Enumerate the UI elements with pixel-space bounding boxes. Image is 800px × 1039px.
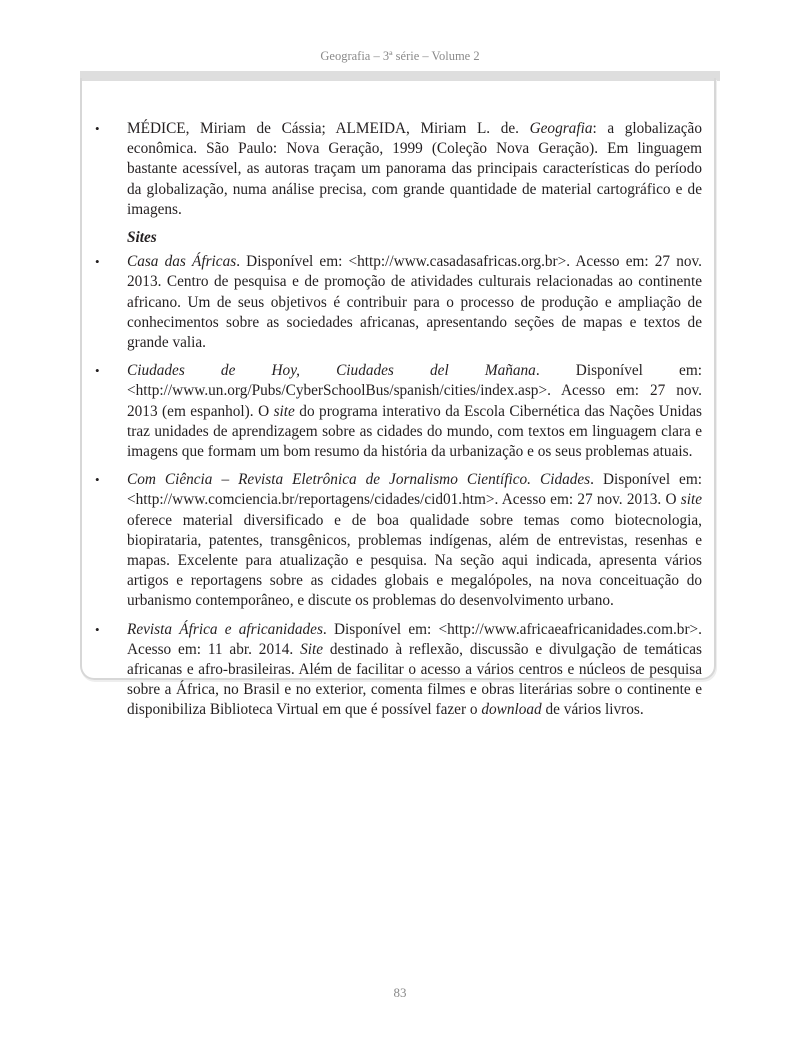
item-emphasis: site [273, 402, 295, 420]
list-item-casa-das-africas [92, 252, 702, 353]
list-item-revista-africa [92, 620, 702, 721]
item-text: . Disponível em: <http://www.comciencia.br/reportagens/cidades/cid01.htm>. Acesso em: 27 nov. 2013. O [127, 471, 702, 509]
item-text: destinado à reflexão, discussão e divulgação de temáticas africanas e afro-brasileiras. Além de facilitar o acesso a vários centros e núcleos de pesquisa sobre a África, no Brasil e no exterior, comenta filmes e obras literárias sobre o continente e disponibiliza Biblioteca Virtual em que é possível fazer o [127, 640, 703, 719]
bullet: • [95, 472, 100, 488]
item-emphasis: download [481, 701, 542, 719]
list-item-medice [92, 119, 702, 220]
item-title: Casa das Áfricas [127, 253, 237, 271]
item-text: oferece material diversificado e de boa qualidade sobre temas como biotecnologia, biopirataria, patentes, transgênicos, problemas indígenas, além de entrevistas, resenhas e mapas. Excelente para atualização e pesquisa. Na seção aqui indicada, apresenta vários artigos e reportagens sobre as cidades globais e megalópoles, na nova conceituação do urbanismo contemporâneo, e discute os problemas do desenvolvimento urbano. [127, 511, 702, 610]
item-title: Com Ciência – Revista Eletrônica de Jornalismo Científico. Cidades [127, 471, 591, 489]
item-text: de vários livros. [541, 701, 644, 719]
running-header: Geografia – 3ª série – Volume 2 [320, 49, 480, 63]
item-title: Geografia [529, 120, 593, 137]
item-text: do programa interativo da Escola Cibernética das Nações Unidas traz unidades de aprendizagem sobre as cidades do mundo, com textos em linguagem clara e imagens que formam um bom resumo da história da urbanização e os seus problemas atuais. [127, 402, 702, 461]
bullet: • [95, 363, 100, 379]
item-text: : a globalização econômica. São Paulo: Nova Geração, 1999 (Coleção Nova Geração). Em linguagem bastante acessível, as autoras traçam um panorama das principais características do período da globalização, numa análise precisa, com grande quantidade de material cartográfico e de imagens. [127, 120, 702, 218]
item-title: Ciudades de Hoy, Ciudades del Mañana [127, 362, 536, 380]
item-emphasis: site [680, 491, 702, 509]
list-item-com-ciencia [92, 470, 702, 611]
item-title: Revista África e africanidades [127, 620, 323, 638]
bullet: • [95, 121, 100, 136]
item-text: . Disponível em: <http://www.africaeafricanidades.com.br>. Acesso em: 11 abr. 2014. [127, 620, 702, 658]
page-number: 83 [393, 985, 407, 1000]
item-emphasis: Site [300, 640, 324, 658]
bullet: • [95, 621, 100, 637]
item-text: . Disponível em: <http://www.un.org/Pubs/CyberSchoolBus/spanish/cities/index.asp>. Acesso em: 27 nov. 2013 (em espanhol). O [127, 362, 702, 420]
item-lead: MÉDICE, Miriam de Cássia; ALMEIDA, Miriam L. de. [127, 120, 530, 137]
reference-list [92, 119, 702, 729]
item-text: . Disponível em: <http://www.casadasafricas.org.br>. Acesso em: 27 nov. 2013. Centro de pesquisa e de promoção de atividades culturais relacionadas ao continente africano. Um de seus objetivos é contribuir para o processo de produção e ampliação de conhecimentos sobre as sociedades africanas, apresentando seções de mapas e textos de grande valia. [127, 253, 702, 352]
list-item-ciudades-de-hoy [92, 361, 702, 462]
bullet: • [95, 254, 100, 270]
section-title-sites: Sites [127, 229, 157, 247]
